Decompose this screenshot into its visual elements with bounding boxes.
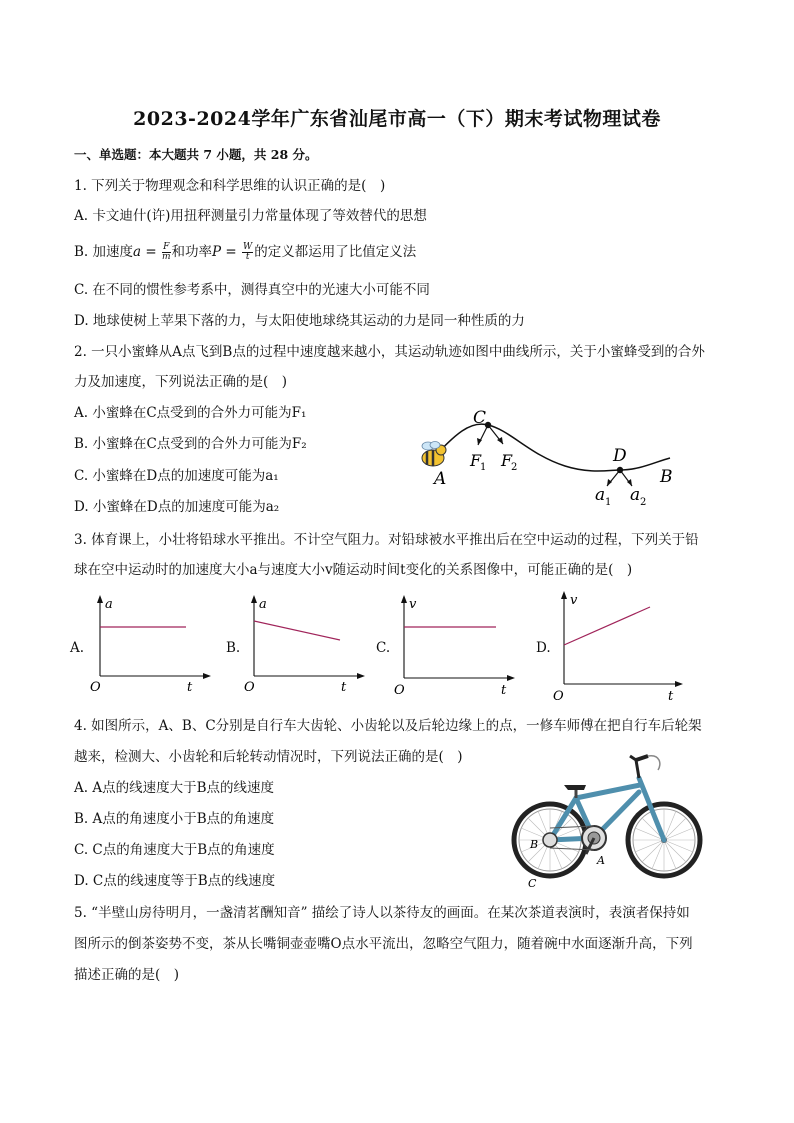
q3-graph-a-label: A. (70, 640, 85, 656)
q2-stem-line1: 2. 一只小蜜蜂从A点飞到B点的过程中速度越来越小，其运动轨迹如图中曲线所示，关于小蜜蜂受到的合外 (74, 344, 705, 360)
q3-graph-c-origin: O (394, 683, 405, 696)
q3-graph-a-xlabel: t (187, 680, 193, 692)
label-f1-sub: 1 (480, 462, 487, 473)
page-title: 2023-2024学年广东省汕尾市高一（下）期末考试物理试卷 (133, 108, 661, 130)
q1-b-frac-den: m (161, 252, 171, 262)
q3-graph-b-ylabel: a (259, 597, 267, 612)
q2-stem-line2: 力及加速度，下列说法正确的是( ) (74, 374, 288, 390)
q4-option-b: B. A点的角速度小于B点的角速度 (74, 811, 275, 827)
q4-stem-line1: 4. 如图所示，A、B、C分别是自行车大齿轮、小齿轮以及后轮边缘上的点，一修车师傅在把自行车后轮架 (74, 718, 702, 734)
q1-b-eq1: = (141, 244, 161, 260)
q3-graph-b-origin: O (244, 680, 255, 692)
q5-stem-line2: 图所示的倒茶姿势不变，茶从长嘴铜壶壶嘴O点水平流出，忽略空气阻力，随着碗中水面逐渐升高，下列 (74, 936, 693, 952)
q3-graph-a-ylabel: a (105, 597, 113, 612)
rear-sprocket (543, 833, 557, 847)
q2-option-c: C. 小蜜蜂在D点的加速度可能为a₁ (74, 468, 279, 484)
q3-graph-d-ylabel: v (570, 593, 578, 608)
q1-b-frac-wt (242, 243, 253, 262)
bicycle-figure (508, 748, 708, 890)
q3-graph-a-plot (88, 592, 218, 692)
q1-b-text-3: 的定义都运用了比值定义法 (254, 244, 417, 260)
q3-stem-line1: 3. 体育课上，小壮将铅球水平推出。不计空气阻力。对铅球被水平推出后在空中运动的过程，下列关于铅 (74, 532, 699, 548)
q3-graph-a-origin: O (90, 680, 101, 692)
label-b: B (660, 467, 673, 487)
q1-b-frac-fm (162, 243, 171, 262)
bike-label-b: B (530, 838, 539, 851)
bike-label-a: A (597, 854, 605, 867)
q1-option-a: A. 卡文迪什(许)用扭秤测量引力常量体现了等效替代的思想 (74, 208, 427, 224)
label-f2-sub: 2 (511, 462, 518, 473)
q3-graph-b-line (254, 621, 340, 640)
q3-graph-c-plot (392, 592, 522, 696)
q3-graph-c-ylabel: v (409, 597, 417, 612)
q1-b-var-p: P (212, 244, 222, 260)
q3-graph-b-label: B. (226, 640, 241, 656)
q5-stem-line1: 5. “半壁山房待明月，一盏清茗酬知音” 描绘了诗人以茶待友的画面。在某次茶道表演时，表演者保持如 (74, 905, 690, 921)
q1-b-frac2-num: W (243, 242, 253, 252)
q1-b-frac2-den: t (245, 252, 250, 262)
q3-graph-d-line (564, 607, 650, 645)
q3-graph-d-xlabel: t (668, 689, 674, 700)
seat (564, 785, 586, 790)
q4-option-d: D. C点的线速度等于B点的线速度 (74, 873, 276, 889)
label-f1: F (470, 451, 482, 470)
q3-graph-d-origin: O (553, 689, 564, 700)
q3-graph-d-plot (550, 588, 690, 700)
label-a1-sub: 1 (605, 497, 612, 508)
q3-graph-d-label: D. (536, 640, 551, 656)
q4-option-c: C. C点的角速度大于B点的角速度 (74, 842, 275, 858)
label-a1: a (595, 485, 606, 505)
label-d: D (613, 446, 627, 466)
q1-b-frac-num: F (163, 242, 170, 252)
q2-option-b: B. 小蜜蜂在C点受到的合外力可能为F₂ (74, 436, 307, 452)
q4-stem-line2: 越来，检测大、小齿轮和后轮转动情况时，下列说法正确的是( ) (74, 749, 463, 765)
q3-stem-line2: 球在空中运动时的加速度大小a与速度大小v随运动时间t变化的关系图像中，可能正确的是( ) (74, 562, 633, 578)
q3-graph-b-xlabel: t (341, 680, 347, 692)
section-heading: 一、单选题：本大题共 7 小题，共 28 分。 (74, 147, 318, 162)
label-c: C (473, 408, 487, 428)
q1-option-c: C. 在不同的惯性参考系中，测得真空中的光速大小可能不同 (74, 282, 430, 298)
q2-trajectory-figure (405, 400, 695, 515)
q1-b-text-2: 和功率 (171, 244, 213, 260)
q5-stem-line3: 描述正确的是( ) (74, 967, 180, 983)
q1-b-eq2: = (221, 244, 242, 260)
q1-option-d: D. 地球使树上苹果下落的力，与太阳使地球绕其运动的力是同一种性质的力 (74, 313, 525, 329)
q1-stem: 1. 下列关于物理观念和科学思维的认识正确的是( ) (74, 178, 386, 194)
trajectory-curve (433, 424, 670, 471)
label-f2: F (501, 451, 513, 470)
q1-b-text-1: B. 加速度 (74, 244, 134, 260)
q1-b-var-a: a (133, 244, 142, 260)
q2-option-d: D. 小蜜蜂在D点的加速度可能为a₂ (74, 499, 280, 515)
label-a2: a (630, 485, 641, 505)
q3-graph-b-plot (242, 592, 372, 692)
q4-option-a: A. A点的线速度大于B点的线速度 (74, 780, 275, 796)
q2-option-a: A. 小蜜蜂在C点受到的合外力可能为F₁ (74, 405, 307, 421)
q3-graph-c-label: C. (376, 640, 391, 656)
q3-graph-c-xlabel: t (501, 683, 507, 696)
label-a2-sub: 2 (640, 497, 647, 508)
bee-icon (422, 442, 446, 467)
bike-label-c: C (528, 877, 537, 890)
q1-option-b (74, 242, 416, 262)
label-a: A (434, 469, 447, 489)
